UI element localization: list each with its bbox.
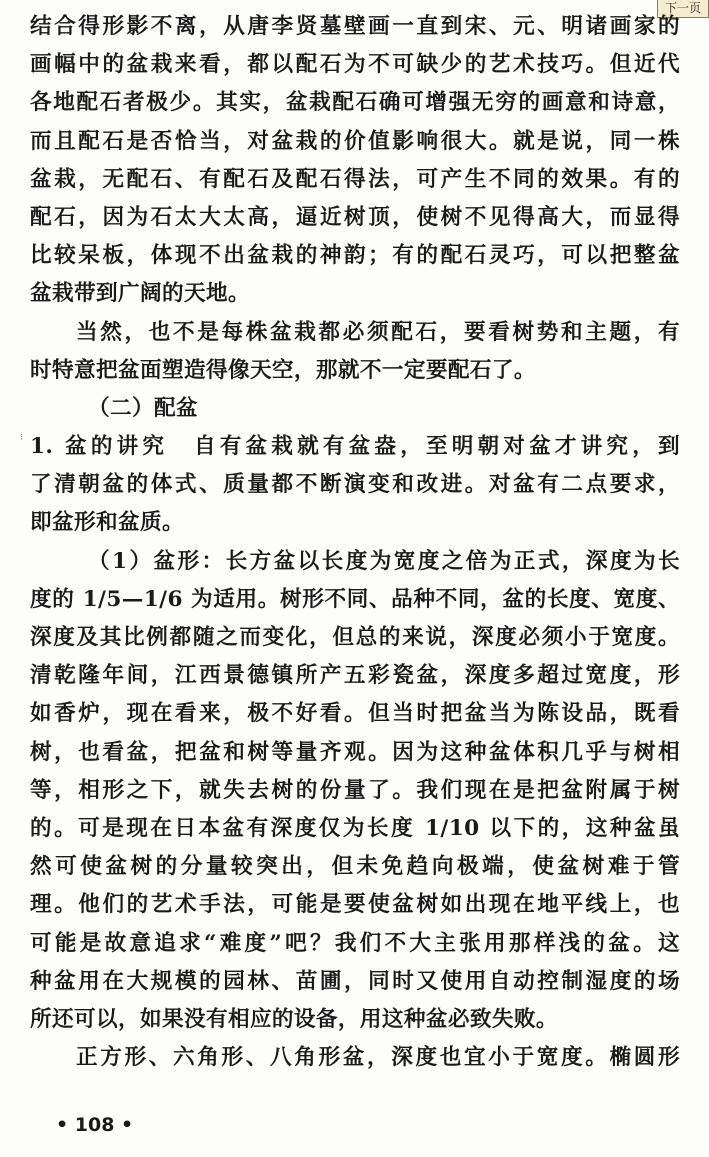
text-line: 而且配石是否恰当，对盆栽的价值影响很大。就是说，同一株 [30, 128, 680, 154]
text-line: 时特意把盆面塑造得像天空，那就不一定要配石了。 [30, 357, 536, 383]
paragraph-start-line: 正方形、六角形、八角形盆，深度也宜小于宽度。椭圆形 [76, 1045, 680, 1071]
paragraph-start-line: 当然，也不是每株盆栽都必须配石，要看树势和主题，有 [76, 319, 680, 345]
text-line: 盆栽，无配石、有配石及配石得法，可产生不同的效果。有的 [30, 166, 680, 192]
text-line: 可能是故意追求“难度”吧？我们不大主张用那样浅的盆。这 [30, 930, 680, 956]
text-line: 画幅中的盆栽来看，都以配石为不可缺少的艺术技巧。但近代 [30, 52, 680, 78]
text-line: 树，也看盆，把盆和树等量齐观。因为这种盆体积几乎与树相 [30, 739, 680, 765]
paragraph-start-line: （1）盆形：长方盆以长度为宽度之倍为正式，深度为长 [88, 548, 680, 574]
next-page-button[interactable]: 下一页 [657, 0, 709, 18]
subsection-heading-line: 1. 盆的讲究 自有盆栽就有盆盎，至明朝对盆才讲究，到 [30, 434, 680, 460]
text-line: 盆栽带到广阔的天地。 [30, 281, 250, 307]
text-line: 各地配石者极少。其实，盆栽配石确可增强无穷的画意和诗意， [30, 90, 680, 116]
text-line: 了清朝盆的体式、质量都不断演变和改进。对盆有二点要求， [30, 472, 680, 498]
page-number: • 108 • [56, 1114, 134, 1136]
text-line: 清乾隆年间，江西景德镇所产五彩瓷盆，深度多超过宽度，形 [30, 663, 680, 689]
text-line: 等，相形之下，就失去树的份量了。我们现在是把盆附属于树 [30, 777, 680, 803]
text-line: 比较呆板，体现不出盆栽的神韵；有的配石灵巧，可以把整盆 [30, 243, 680, 269]
text-line: 的。可是现在日本盆有深度仅为长度 1/10 以下的，这种盆虽 [30, 815, 680, 841]
text-line: 然可使盆树的分量较突出，但未免趋向极端，使盆树难于管 [30, 854, 680, 880]
text-line: 种盆用在大规模的园林、苗圃，同时又使用自动控制湿度的场 [30, 968, 680, 994]
text-line: 即盆形和盆质。 [30, 510, 184, 536]
section-heading: （二）配盆 [88, 395, 198, 421]
text-line: 如香炉，现在看来，极不好看。但当时把盆当为陈设品，既看 [30, 701, 680, 727]
text-line: 所还可以，如果没有相应的设备，用这种盆必致失败。 [30, 1006, 558, 1032]
text-line: 深度及其比例都随之而变化，但总的来说，深度必须小于宽度。 [30, 625, 680, 650]
text-line: 配石，因为石太大太高，逼近树顶，使树不见得高大，而显得 [30, 204, 680, 230]
text-line: 结合得形影不离，从唐李贤墓壁画一直到宋、元、明诸画家的 [30, 14, 680, 39]
text-line: 度的 1/5—1/6 为适用。树形不同、品种不同，盆的长度、宽度、 [30, 586, 680, 612]
text-line: 理。他们的艺术手法，可能是要使盆树如出现在地平线上，也 [30, 892, 680, 918]
page-body-text [30, 8, 680, 1077]
margin-mark: ⁝ [20, 432, 24, 443]
